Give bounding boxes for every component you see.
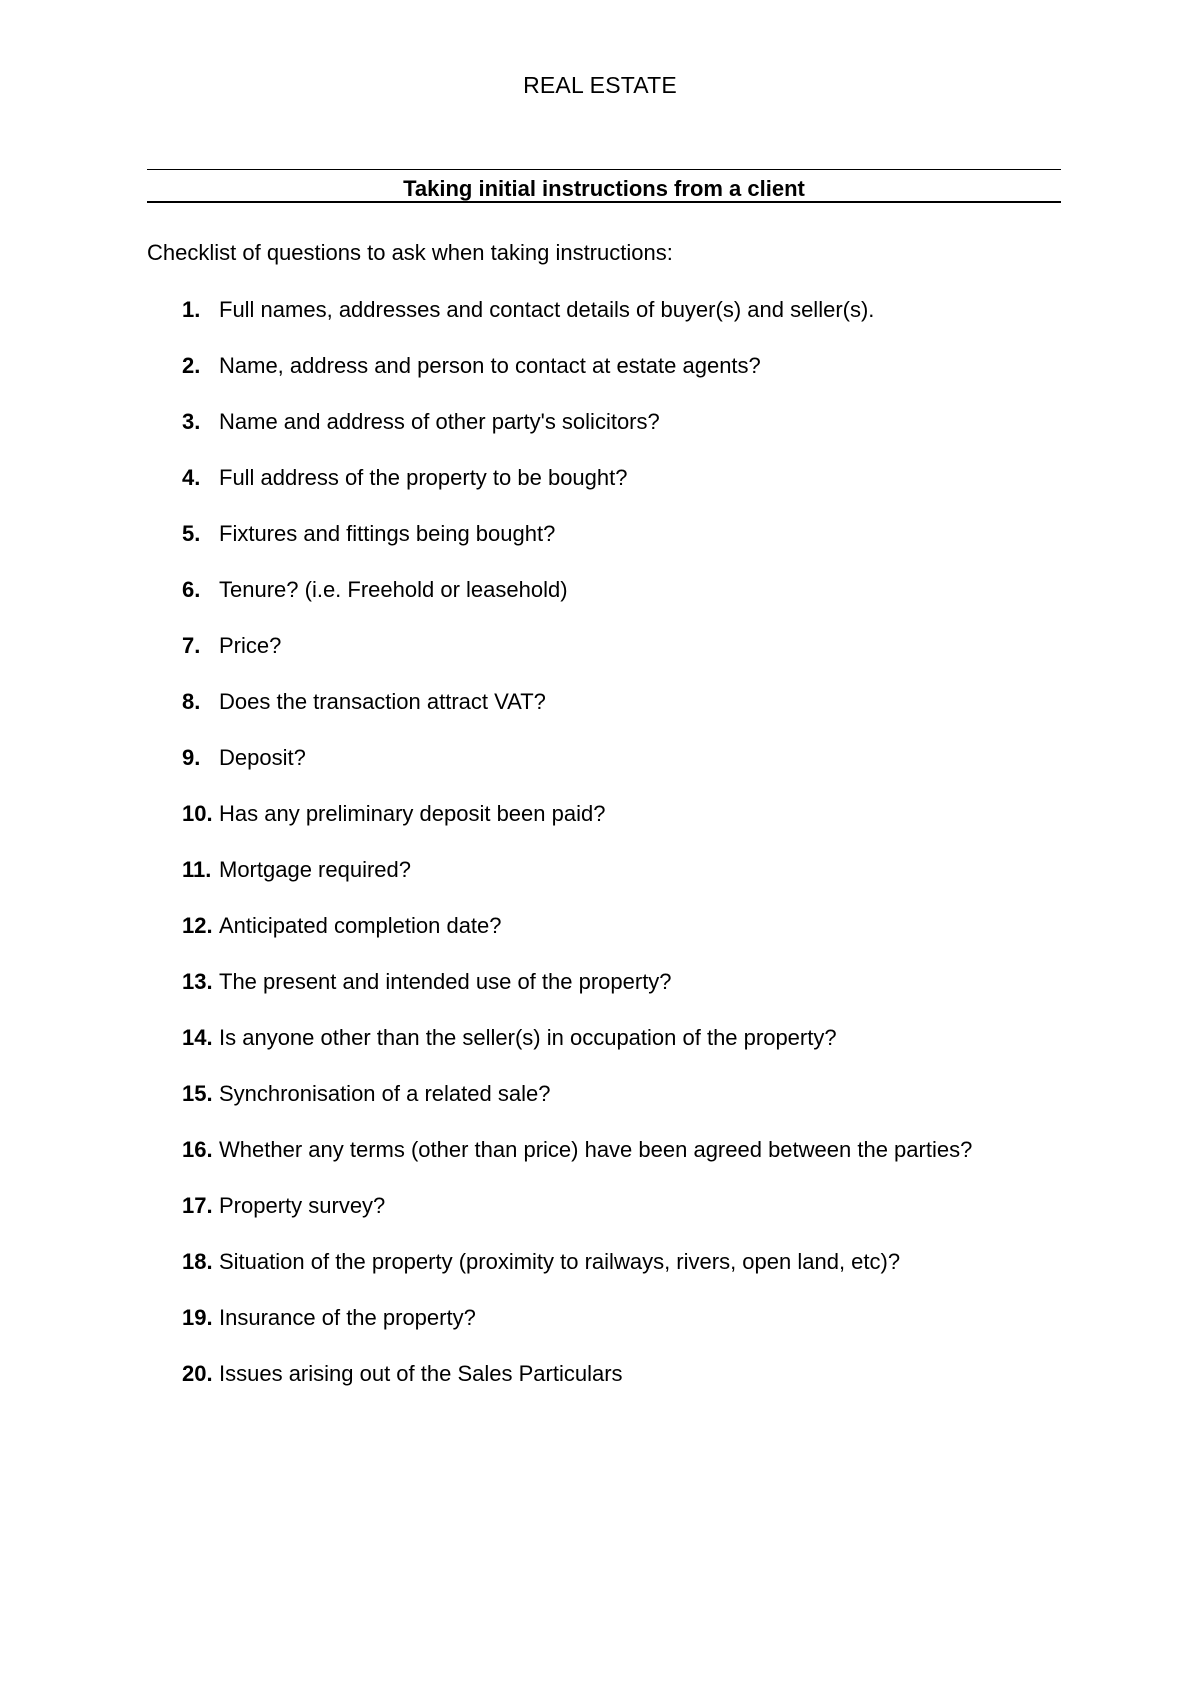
item-text: Issues arising out of the Sales Particulars [219, 1361, 623, 1386]
item-text: Property survey? [219, 1193, 386, 1218]
item-number: 2. [182, 353, 201, 378]
item-text: Mortgage required? [219, 857, 412, 882]
list-item [0, 1137, 1200, 1167]
item-number: 17. [182, 1193, 213, 1218]
item-text: The present and intended use of the property? [219, 969, 672, 994]
item-text: Insurance of the property? [219, 1305, 476, 1330]
list-item [0, 745, 1200, 775]
item-number: 15. [182, 1081, 213, 1106]
document-title: Taking initial instructions from a client [403, 176, 805, 201]
list-item [0, 857, 1200, 887]
item-text: Full names, addresses and contact details of buyer(s) and seller(s). [219, 297, 875, 322]
item-number: 10. [182, 801, 213, 826]
list-item [0, 297, 1200, 327]
item-number: 9. [182, 745, 201, 770]
list-item [0, 1305, 1200, 1335]
item-number: 8. [182, 689, 201, 714]
item-number: 11. [182, 857, 212, 882]
item-text: Situation of the property (proximity to railways, rivers, open land, etc)? [219, 1249, 901, 1274]
item-text: Name, address and person to contact at estate agents? [219, 353, 761, 378]
item-number: 12. [182, 913, 213, 938]
item-number: 18. [182, 1249, 213, 1274]
item-number: 4. [182, 465, 201, 490]
item-text: Full address of the property to be bought? [219, 465, 628, 490]
page-header: REAL ESTATE [523, 72, 677, 98]
list-item [0, 1249, 1200, 1279]
item-number: 6. [182, 577, 201, 602]
item-text: Is anyone other than the seller(s) in occupation of the property? [219, 1025, 837, 1050]
list-item [0, 353, 1200, 383]
list-item [0, 409, 1200, 439]
list-item [0, 969, 1200, 999]
item-text: Has any preliminary deposit been paid? [219, 801, 606, 826]
item-text: Tenure? (i.e. Freehold or leasehold) [219, 577, 568, 602]
item-number: 14. [182, 1025, 213, 1050]
list-item [0, 801, 1200, 831]
list-item [0, 465, 1200, 495]
item-number: 16. [182, 1137, 213, 1162]
list-item [0, 913, 1200, 943]
item-text: Fixtures and fittings being bought? [219, 521, 556, 546]
list-item [0, 633, 1200, 663]
item-text: Price? [219, 633, 282, 658]
list-item [0, 521, 1200, 551]
item-text: Anticipated completion date? [219, 913, 502, 938]
item-text: Does the transaction attract VAT? [219, 689, 546, 714]
list-item [0, 577, 1200, 607]
item-text: Deposit? [219, 745, 306, 770]
item-text: Whether any terms (other than price) have been agreed between the parties? [219, 1137, 973, 1162]
title-block [147, 169, 1061, 203]
item-number: 19. [182, 1305, 213, 1330]
intro-text: Checklist of questions to ask when taking instructions: [147, 240, 673, 265]
item-number: 5. [182, 521, 201, 546]
list-item [0, 1081, 1200, 1111]
item-number: 1. [182, 297, 201, 322]
list-item [0, 689, 1200, 719]
item-text: Synchronisation of a related sale? [219, 1081, 551, 1106]
list-item [0, 1361, 1200, 1391]
list-item [0, 1193, 1200, 1223]
list-item [0, 1025, 1200, 1055]
item-number: 20. [182, 1361, 213, 1386]
item-number: 13. [182, 969, 213, 994]
item-number: 3. [182, 409, 201, 434]
item-text: Name and address of other party's solicitors? [219, 409, 660, 434]
item-number: 7. [182, 633, 201, 658]
